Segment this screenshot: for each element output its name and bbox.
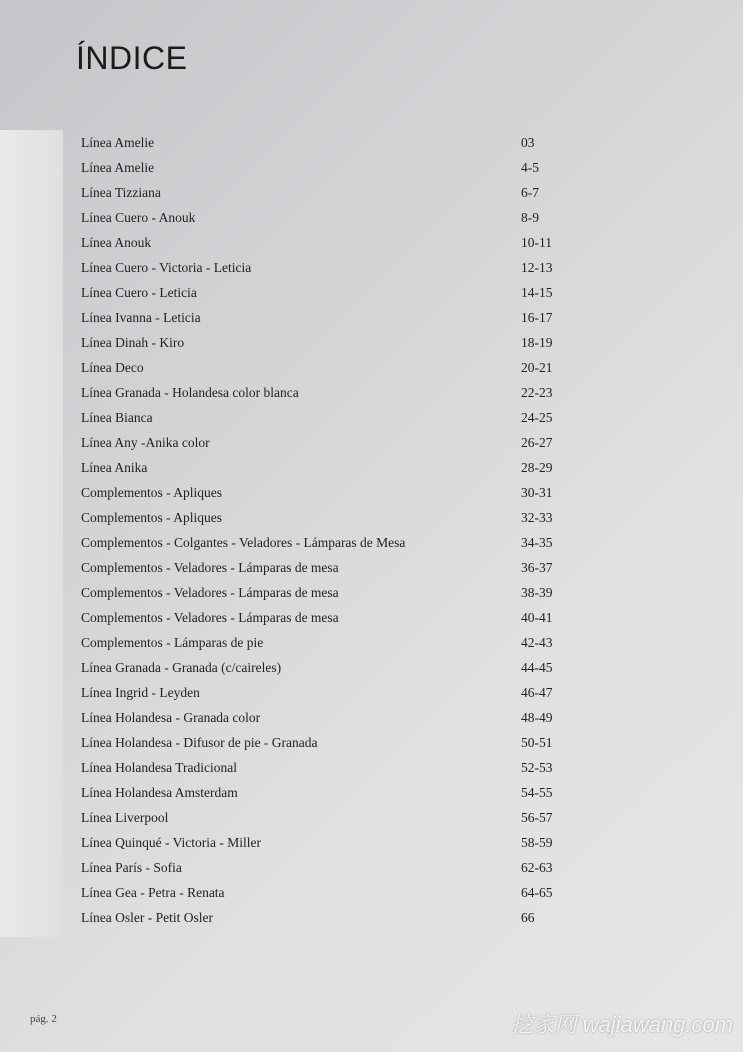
- toc-entry-pages: 62-63: [521, 860, 553, 875]
- toc-entry: [81, 730, 561, 755]
- toc-entry-pages: 4-5: [521, 160, 539, 175]
- toc-entry: [81, 480, 561, 505]
- toc-entry: [81, 755, 561, 780]
- toc-entry-pages: 66: [521, 910, 535, 925]
- toc-entry-pages: 10-11: [521, 235, 552, 250]
- toc-entry: [81, 655, 561, 680]
- toc-entry-pages: 36-37: [521, 560, 553, 575]
- toc-entry-pages: 34-35: [521, 535, 553, 550]
- toc-entry-pages: 18-19: [521, 335, 553, 350]
- toc-entry: [81, 205, 561, 230]
- toc-entry-pages: 48-49: [521, 710, 553, 725]
- toc-entry-pages: 14-15: [521, 285, 553, 300]
- toc-entry: [81, 580, 561, 605]
- page-title: ÍNDICE: [76, 40, 188, 76]
- toc-entry-pages: 26-27: [521, 435, 553, 450]
- toc-entry-title: Línea París - Sofia: [81, 860, 182, 875]
- toc-entry-pages: 64-65: [521, 885, 553, 900]
- toc-entry-title: Complementos - Veladores - Lámparas de mesa: [81, 585, 339, 600]
- toc-entry-pages: 50-51: [521, 735, 553, 750]
- toc-entry: [81, 355, 561, 380]
- toc-entry-pages: 28-29: [521, 460, 553, 475]
- toc-entry: [81, 530, 561, 555]
- toc-entry-title: Línea Quinqué - Victoria - Miller: [81, 835, 262, 850]
- toc-entry: [81, 180, 561, 205]
- toc-entry-title: Línea Ingrid - Leyden: [81, 685, 200, 700]
- toc-entry: [81, 455, 561, 480]
- toc-entry-pages: 30-31: [521, 485, 553, 500]
- toc-entry-title: Línea Cuero - Leticia: [81, 285, 197, 300]
- toc-entry-title: Línea Granada - Granada (c/caireles): [81, 660, 282, 675]
- toc-entry: [81, 230, 561, 255]
- toc-entry-title: Línea Tizziana: [81, 185, 161, 200]
- toc-entry-pages: 8-9: [521, 210, 539, 225]
- toc-entry-pages: 52-53: [521, 760, 553, 775]
- toc-entry-title: Complementos - Veladores - Lámparas de mesa: [81, 610, 339, 625]
- toc-entry-title: Línea Any -Anika color: [81, 435, 210, 450]
- toc-entry-pages: 56-57: [521, 810, 553, 825]
- toc-entry: [81, 905, 561, 930]
- toc-entry-title: Línea Amelie: [81, 135, 155, 150]
- toc-entry-title: Línea Cuero - Victoria - Leticia: [81, 260, 252, 275]
- toc-entry: [81, 805, 561, 830]
- toc-entry-title: Línea Holandesa - Granada color: [81, 710, 261, 725]
- toc-entry-title: Complementos - Apliques: [81, 485, 222, 500]
- toc-entry-title: Línea Osler - Petit Osler: [81, 910, 213, 925]
- toc-entry-title: Línea Holandesa Amsterdam: [81, 785, 238, 800]
- toc-entry: [81, 830, 561, 855]
- toc-entry-title: Línea Deco: [81, 360, 144, 375]
- toc-entry-title: Línea Granada - Holandesa color blanca: [81, 385, 299, 400]
- toc-entry-pages: 16-17: [521, 310, 553, 325]
- toc-entry-pages: 42-43: [521, 635, 553, 650]
- toc-entry: [81, 880, 561, 905]
- page-number: pág. 2: [30, 1013, 57, 1025]
- toc-entry: [81, 605, 561, 630]
- toc-entry: [81, 255, 561, 280]
- toc-entry: [81, 405, 561, 430]
- toc-entry: [81, 380, 561, 405]
- toc-entry: [81, 130, 561, 155]
- watermark: 挖家网 wajiawang.com: [510, 1012, 733, 1037]
- toc-entry-pages: 03: [521, 135, 535, 150]
- toc-entry-pages: 24-25: [521, 410, 553, 425]
- toc-entry: [81, 855, 561, 880]
- toc-entry-title: Línea Holandesa Tradicional: [81, 760, 237, 775]
- toc-entry-pages: 46-47: [521, 685, 553, 700]
- toc-entry-title: Línea Bianca: [81, 410, 153, 425]
- toc-entry: [81, 630, 561, 655]
- toc-entry-title: Complementos - Apliques: [81, 510, 222, 525]
- toc-entry: [81, 280, 561, 305]
- toc-entry-pages: 20-21: [521, 360, 553, 375]
- toc-entry: [81, 430, 561, 455]
- toc-entry-title: Línea Liverpool: [81, 810, 169, 825]
- toc-entry: [81, 330, 561, 355]
- toc-entry: [81, 155, 561, 180]
- toc-entry-title: Línea Anika: [81, 460, 148, 475]
- toc-entry-title: Línea Amelie: [81, 160, 155, 175]
- toc-entry-title: Complementos - Veladores - Lámparas de mesa: [81, 560, 339, 575]
- toc-entry-title: Complementos - Colgantes - Veladores - Lámparas de Mesa: [81, 535, 406, 550]
- toc-entry-title: Línea Dinah - Kiro: [81, 335, 185, 350]
- toc-entry-pages: 32-33: [521, 510, 553, 525]
- toc-entry-title: Línea Ivanna - Leticia: [81, 310, 201, 325]
- side-panel: [0, 130, 63, 937]
- toc-entry: [81, 680, 561, 705]
- toc-entry-title: Complementos - Lámparas de pie: [81, 635, 264, 650]
- toc-entry-title: Línea Gea - Petra - Renata: [81, 885, 225, 900]
- table-of-contents: [81, 130, 561, 930]
- toc-entry-pages: 22-23: [521, 385, 553, 400]
- toc-entry-pages: 40-41: [521, 610, 553, 625]
- toc-entry: [81, 780, 561, 805]
- toc-entry-pages: 44-45: [521, 660, 553, 675]
- toc-entry: [81, 305, 561, 330]
- toc-entry: [81, 555, 561, 580]
- toc-entry-title: Línea Holandesa - Difusor de pie - Granada: [81, 735, 318, 750]
- toc-entry-pages: 54-55: [521, 785, 553, 800]
- toc-entry-pages: 58-59: [521, 835, 553, 850]
- toc-entry-title: Línea Cuero - Anouk: [81, 210, 196, 225]
- toc-entry-title: Línea Anouk: [81, 235, 152, 250]
- toc-entry-pages: 38-39: [521, 585, 553, 600]
- toc-entry-pages: 6-7: [521, 185, 539, 200]
- toc-entry: [81, 705, 561, 730]
- toc-entry: [81, 505, 561, 530]
- toc-entry-pages: 12-13: [521, 260, 553, 275]
